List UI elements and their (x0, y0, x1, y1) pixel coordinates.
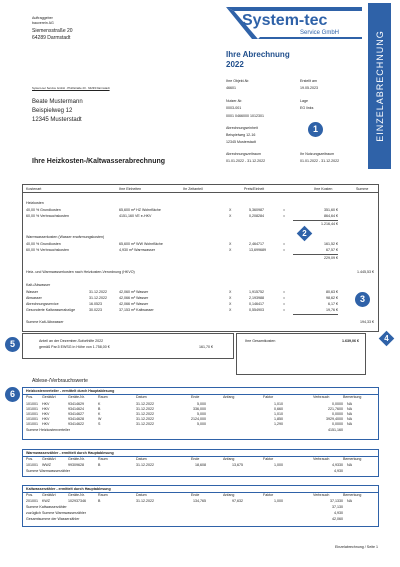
cell-bemerkung: NA (347, 463, 352, 467)
row-date: 30.0223 (89, 308, 102, 312)
nutzer-label: Nutzer-Nr. (226, 99, 243, 103)
total-costs-value: 1.639,06 € (342, 339, 359, 343)
cell-bemerkung: NA (347, 407, 352, 411)
total-costs-label: Ihre Gesamtkosten (245, 339, 276, 343)
cell-pos: 101001 (26, 417, 38, 421)
row-units: 65,600 m² HZ Wohnfläche (119, 208, 161, 212)
row-cost: 864,64 € (324, 214, 338, 218)
einheit-street: Beispielweg 12-16 (226, 133, 256, 137)
cell-nr: 93414622 (68, 422, 84, 426)
wwz-title: Warmwasserzähler - ermittelt durch Hauptablesung (26, 451, 114, 455)
cell-raum: B (98, 463, 101, 467)
cell-raum: S (98, 422, 101, 426)
row-eq: = (283, 308, 286, 312)
head-raum: Raum (98, 493, 108, 497)
cell-faktor: 1,010 (274, 402, 283, 406)
cell-nr: 93414629 (68, 402, 84, 406)
row-label: 60,00 % Verbrauchskosten (26, 214, 69, 218)
head-pos: Pos. (26, 493, 34, 497)
row-label: Wasser (26, 290, 39, 294)
row-x: X (229, 290, 232, 294)
cell-bemerkung: NA (347, 422, 352, 426)
cell-verbrauch: 37,1330 (330, 499, 343, 503)
cell-geraet: HKV (42, 402, 50, 406)
section-title: Ihre Heizkosten-/Kaltwasserabrechnung (32, 158, 166, 165)
head-bemerkung: Bemerkung (343, 395, 362, 399)
warm-title: Warmwasserkosten (Wasser erwärmungskosten) (26, 235, 105, 239)
cell-datum: 31.12.2022 (136, 407, 154, 411)
marker-5: 5 (5, 337, 20, 352)
logo-text: System-tec (242, 12, 328, 29)
row-units: 37,153 m³ Kaltwasser (119, 308, 154, 312)
kwz-sum-value: 37,130 (332, 505, 343, 509)
company-logo (222, 3, 368, 43)
cell-pos: 101001 (26, 407, 38, 411)
sender-city: 64289 Darmstadt (32, 35, 71, 41)
marker-1: 1 (308, 122, 323, 137)
row-x: X (229, 214, 232, 218)
cell-ende: 5,000 (197, 402, 206, 406)
hkv-sum-label: Summe Heizkostenverteiler (26, 428, 70, 432)
row-units: 65,600 m² WW Wohnfläche (119, 242, 163, 246)
cell-bemerkung: NA (347, 412, 352, 416)
zeitraum-label: Abrechnungszeitraum (226, 152, 261, 156)
head-nr: Geräte-Nr. (68, 395, 85, 399)
col-zeitanteil: Ihr Zeitanteil (183, 187, 203, 191)
row-price: 2,193988 (249, 296, 264, 300)
wwz-table (22, 449, 379, 477)
cell-geraet: HKV (42, 422, 50, 426)
cost-table (22, 184, 379, 332)
cell-datum: 31.12.2022 (136, 412, 154, 416)
cell-bemerkung: NA (347, 499, 352, 503)
row-cost: 98,62 € (326, 296, 338, 300)
col-preis: Preis/Einheit (244, 187, 265, 191)
row-label: Abrechnungsservice (26, 302, 59, 306)
cell-datum: 31.12.2022 (136, 463, 154, 467)
einheit-label: Abrechnungseinheit (226, 126, 258, 130)
row-cost: 19,76 € (326, 308, 338, 312)
hkv-table (22, 387, 379, 440)
marker-4 (379, 331, 395, 347)
cell-datum: 31.12.2022 (136, 499, 154, 503)
nutzungszeitraum-value: 01.01.2022 - 31.12.2022 (300, 159, 340, 163)
row-x: X (229, 308, 232, 312)
col-summe: Summe (356, 187, 369, 191)
row-eq: = (283, 242, 286, 246)
kwz-plus-value: 4,930 (334, 511, 343, 515)
soforthilfe-value: 161,70 € (199, 345, 213, 349)
soforthilfe-box (22, 333, 234, 359)
marker-2-label: 2 (302, 229, 307, 238)
nutzer-value: 0003-001 (226, 106, 242, 110)
head-bemerkung: Bemerkung (343, 457, 362, 461)
cell-geraet: HKV (42, 407, 50, 411)
head-verbrauch: Verbrauch (313, 395, 330, 399)
heiz-title: Heizkosten (26, 201, 44, 205)
row-x: X (229, 302, 232, 306)
sender-label: Auftraggeber (32, 16, 53, 20)
nutzer-id: 0001 0466000 1012301 (226, 114, 264, 118)
row-cost: 6,17 € (328, 302, 338, 306)
col-einheiten: Ihre Einheiten (119, 187, 142, 191)
heiz-total: 1.216,44 € (321, 222, 338, 226)
head-anfang: Anfang (223, 395, 235, 399)
col-kosten: Ihre Kosten (314, 187, 333, 191)
cell-faktor: 1,000 (274, 499, 283, 503)
return-address-line: System-tec Service GmbH · Pfuhlstraße 20 · 64293 Darmstadt (32, 86, 110, 90)
head-anfang: Anfang (223, 457, 235, 461)
recipient-city: 12345 Musterstadt (32, 117, 82, 123)
cell-ende: 2124,000 (191, 417, 206, 421)
cell-raum: B (98, 407, 101, 411)
hkvo-label: Heiz- und Warmwasserkosten nach Heizkosten-Verordnung (HKVO) (26, 270, 135, 274)
marker-4-label: 4 (384, 334, 389, 343)
readings-title: Ablese-/Verbrauchswerte (32, 378, 88, 384)
sender-street: Siemensstraße 20 (32, 28, 73, 34)
cell-verbrauch: 4,9330 (332, 463, 343, 467)
row-price: 5,360987 (249, 208, 264, 212)
cell-ende: 336,000 (193, 407, 206, 411)
head-faktor: Faktor (263, 457, 274, 461)
wwz-sum-label: Summe Warmwasserzähler (26, 469, 70, 473)
cell-nr: 102937346 (68, 499, 86, 503)
page-footer: Einzelabrechnung / Seite 1 (335, 545, 378, 549)
recipient-name: Beate Mustermann (32, 99, 83, 105)
head-nr: Geräte-Nr. (68, 493, 85, 497)
cell-pos: 101001 (26, 463, 38, 467)
logo-subtext: Service GmbH (300, 30, 340, 36)
marker-6: 6 (5, 387, 20, 402)
row-x: X (229, 242, 232, 246)
cell-nr: 93414627 (68, 412, 84, 416)
cell-raum: K (98, 412, 101, 416)
head-faktor: Faktor (263, 395, 274, 399)
einheit-city: 12345 Musterstadt (226, 140, 256, 144)
cell-anfang: 13,675 (232, 463, 243, 467)
soforthilfe-line1: Anteil an der Dezember-Soforthilfe 2022 (39, 339, 104, 343)
cell-geraet: KWZ (42, 499, 50, 503)
cell-pos: 101001 (26, 412, 38, 416)
document-title: Ihre Abrechnung (226, 50, 290, 59)
erstellt-value: 19.05.2023 (300, 86, 318, 90)
row-units: 4151,160 VE e-HKV (119, 214, 152, 218)
hkvo-value: 1.445,53 € (357, 270, 374, 274)
head-raum: Raum (98, 395, 108, 399)
cell-datum: 31.12.2022 (136, 417, 154, 421)
row-units: 42,060 m³ Wasser (119, 290, 149, 294)
cell-nr: 93414628 (68, 417, 84, 421)
marker-3: 3 (355, 292, 370, 307)
row-price: 13,699689 (249, 248, 266, 252)
cell-verbrauch: 0,0000 (332, 402, 343, 406)
row-price: 0,208284 (249, 214, 264, 218)
objekt-label: Ihre Objekt-Nr. (226, 79, 250, 83)
row-units: 42,066 m³ Wasser (119, 296, 149, 300)
head-verbrauch: Verbrauch (313, 493, 330, 497)
head-bemerkung: Bemerkung (343, 493, 362, 497)
kwz-plus-label: zuzüglich Summe Warmwasserzähler (26, 511, 86, 515)
head-ende: Ende (191, 493, 200, 497)
wwz-sum-value: 4,930 (334, 469, 343, 473)
kalt-title: Kalt-/Abwasser (26, 283, 51, 287)
cell-pos: 101001 (26, 422, 38, 426)
document-type-label: EINZELABRECHNUNG (374, 30, 385, 142)
head-pos: Pos. (26, 395, 34, 399)
kwz-total-label: Gesamtsumme der Wasserzähler (26, 517, 80, 521)
head-ende: Ende (191, 395, 200, 399)
row-eq: = (283, 296, 286, 300)
sender-name: bauverein AG (32, 21, 54, 25)
row-price: 0,146417 (249, 302, 264, 306)
cell-bemerkung: NA (347, 402, 352, 406)
head-verbrauch: Verbrauch (313, 457, 330, 461)
cell-verbrauch: 0,0000 (332, 412, 343, 416)
total-costs-box (236, 333, 366, 375)
kwz-total-value: 42,060 (332, 517, 343, 521)
row-cost: 67,57 € (326, 248, 338, 252)
hkv-sum-value: 4151,160 (328, 428, 343, 432)
hkv-title: Heizkostenverteiler - ermittelt durch Hauptablesung (26, 389, 115, 393)
head-faktor: Faktor (263, 493, 274, 497)
row-price: 0,554903 (249, 308, 264, 312)
cell-bemerkung: NA (347, 417, 352, 421)
cell-ende: 5,000 (197, 422, 206, 426)
row-x: X (229, 208, 232, 212)
cell-anfang: 97,632 (232, 499, 243, 503)
objekt-value: 46601 (226, 86, 236, 90)
row-label: 40,00 % Grundkosten (26, 242, 61, 246)
lage-value: EG links (300, 106, 314, 110)
row-eq: = (283, 248, 286, 252)
warm-total: 229,09 € (324, 256, 338, 260)
head-datum: Datum (136, 493, 147, 497)
cell-verbrauch: 0,0000 (332, 422, 343, 426)
row-label: Gesonderte Kaltwasserabzüge (26, 308, 76, 312)
soforthilfe-line2: gemäß Par.5 EWSG in Höhe von 1.758,00 € (39, 345, 110, 349)
row-x: X (229, 248, 232, 252)
head-ende: Ende (191, 457, 200, 461)
row-units: 42,066 m³ Wasser (119, 302, 149, 306)
cell-ende: 5,000 (197, 412, 206, 416)
cell-datum: 31.12.2022 (136, 402, 154, 406)
row-label: 40,00 % Grundkosten (26, 208, 61, 212)
kwz-sum-label: Summe Kaltwasserzähler (26, 505, 67, 509)
cell-faktor: 1,850 (274, 417, 283, 421)
erstellt-label: Erstellt am (300, 79, 317, 83)
cell-ende: 134,765 (193, 499, 206, 503)
kwz-title: Kaltwasserzähler - ermittelt durch Hauptablesung (26, 487, 111, 491)
kwz-table (22, 485, 379, 527)
marker-2 (297, 226, 313, 242)
row-cost: 351,60 € (324, 208, 338, 212)
head-raum: Raum (98, 457, 108, 461)
row-date: 31.12.2022 (89, 296, 107, 300)
kalt-sum-label: Summe Kalt-/Abwasser (26, 320, 64, 324)
cell-raum: W (98, 417, 102, 421)
row-label: 60,00 % Verbrauchskosten (26, 248, 69, 252)
cell-datum: 31.12.2022 (136, 422, 154, 426)
cell-ende: 18,608 (195, 463, 206, 467)
row-label: Abwasser (26, 296, 42, 300)
cell-faktor: 0,660 (274, 407, 283, 411)
nutzungszeitraum-label: Ihr Nutzungszeitraum (300, 152, 335, 156)
head-pos: Pos. (26, 457, 34, 461)
zeitraum-value: 01.01.2022 - 31.12.2022 (226, 159, 266, 163)
row-eq: = (283, 208, 286, 212)
kalt-sum-value: 194,33 € (360, 320, 374, 324)
head-datum: Datum (136, 457, 147, 461)
col-kostenart: Kostenart (26, 187, 42, 191)
row-price: 1,915752 (249, 290, 264, 294)
cell-faktor: 1,290 (274, 422, 283, 426)
cell-geraet: HKV (42, 412, 50, 416)
head-datum: Datum (136, 395, 147, 399)
cell-raum: K (98, 402, 101, 406)
document-type-sidebar (368, 3, 391, 169)
lage-label: Lage (300, 99, 308, 103)
row-cost: 80,63 € (326, 290, 338, 294)
cell-pos: 201001 (26, 499, 38, 503)
row-eq: = (283, 290, 286, 294)
cell-nr: 99309628 (68, 463, 84, 467)
row-cost: 161,52 € (324, 242, 338, 246)
cell-verbrauch: 3929,4000 (326, 417, 343, 421)
head-geraet: GerätArt (42, 493, 56, 497)
row-eq: = (283, 302, 286, 306)
row-units: 4,930 m³ Warmwasser (119, 248, 156, 252)
row-eq: = (283, 214, 286, 218)
cell-geraet: HKV (42, 417, 50, 421)
cell-faktor: 1,010 (274, 412, 283, 416)
cell-pos: 101001 (26, 402, 38, 406)
cell-verbrauch: 221,7600 (328, 407, 343, 411)
cell-nr: 93414624 (68, 407, 84, 411)
head-geraet: GerätArt (42, 395, 56, 399)
cell-faktor: 1,000 (274, 463, 283, 467)
row-x: X (229, 296, 232, 300)
document-year: 2022 (226, 60, 244, 69)
row-price: 2,464717 (249, 242, 264, 246)
recipient-street: Beispielweg 12 (32, 108, 73, 114)
head-nr: Geräte-Nr. (68, 457, 85, 461)
head-geraet: GerätArt (42, 457, 56, 461)
cell-raum: B (98, 499, 101, 503)
head-anfang: Anfang (223, 493, 235, 497)
cell-geraet: WWZ (42, 463, 51, 467)
row-date: 31.12.2022 (89, 290, 107, 294)
row-date: 16.0523 (89, 302, 102, 306)
